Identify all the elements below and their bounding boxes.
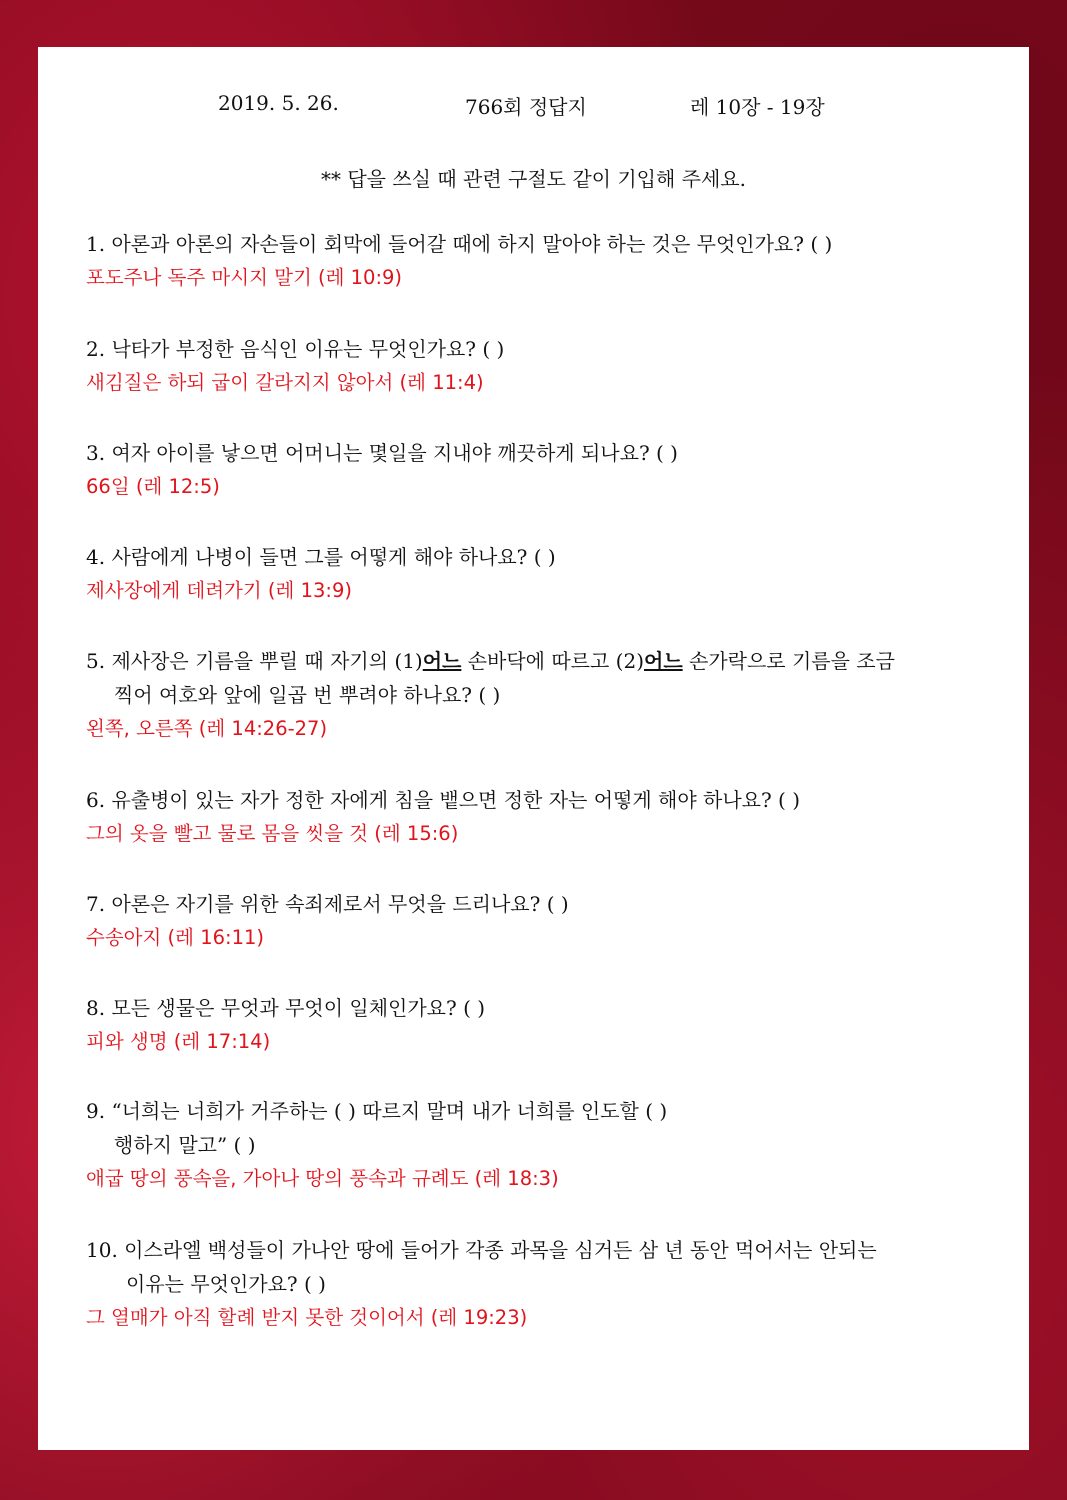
answer-text: 제사장에게 데려가기 (레 13:9) [86, 579, 352, 602]
answer-text: 수송아지 (레 16:11) [86, 926, 264, 949]
answer-text: 66일 (레 12:5) [86, 475, 220, 498]
question-text: 7. 아론은 자기를 위한 속죄제로서 무엇을 드리나요? ( ) [86, 892, 569, 916]
answer-text: 그 열매가 아직 할례 받지 못한 것이어서 (레 19:23) [86, 1306, 528, 1329]
answer-text: 포도주나 독주 마시지 말기 (레 10:9) [86, 266, 403, 289]
question-text: 2. 낙타가 부정한 음식인 이유는 무엇인가요? ( ) [86, 337, 505, 361]
header-date: 2019. 5. 26. [218, 91, 339, 115]
question-item-2 [86, 332, 983, 400]
question-item-10 [86, 1233, 983, 1335]
answer-text: 새김질은 하되 굽이 갈라지지 않아서 (레 11:4) [86, 371, 484, 394]
question-item-4 [86, 540, 983, 608]
question-text-continued [86, 678, 983, 712]
header-range: 레 10장 - 19장 [690, 95, 825, 119]
question-text-part: 이유는 무엇인가요? ( ) [126, 1272, 326, 1296]
question-text-part: 손바닥에 따르고 (2) [461, 649, 645, 673]
answer-text: 애굽 땅의 풍속을, 가아나 땅의 풍속과 규례도 (레 18:3) [86, 1167, 559, 1190]
question-item-8 [86, 991, 983, 1059]
question-item-1 [86, 227, 983, 295]
question-text-part: 5. 제사장은 기름을 뿌릴 때 자기의 (1) [86, 649, 423, 673]
underlined-word: 어느 [644, 649, 683, 673]
question-text: 9. “너희는 너희가 거주하는 ( ) 따르지 말며 내가 너희를 인도할 ( ) [86, 1099, 668, 1123]
question-item-5 [86, 644, 983, 746]
question-item-6 [86, 783, 983, 851]
question-text: 4. 사람에게 나병이 들면 그를 어떻게 해야 하나요? ( ) [86, 545, 556, 569]
question-text: 3. 여자 아이를 낳으면 어머니는 몇일을 지내야 깨끗하게 되나요? ( ) [86, 441, 678, 465]
question-text-part: 행하지 말고” ( ) [114, 1133, 256, 1157]
question-text [86, 644, 983, 678]
answer-text: 왼쪽, 오른쪽 (레 14:26-27) [86, 717, 328, 740]
instruction-note: ** 답을 쓰실 때 관련 구절도 같이 기입해 주세요. [321, 167, 746, 191]
header-title: 766회 정답지 [465, 95, 587, 119]
question-item-7 [86, 887, 983, 955]
answer-text: 피와 생명 (레 17:14) [86, 1030, 271, 1053]
question-text-part: 찍어 여호와 앞에 일곱 번 뿌려야 하나요? ( ) [114, 683, 501, 707]
question-item-9 [86, 1094, 983, 1196]
answer-text: 그의 옷을 빨고 물로 몸을 씻을 것 (레 15:6) [86, 822, 459, 845]
question-item-3 [86, 436, 983, 504]
header [38, 91, 1029, 119]
question-text-continued [86, 1128, 983, 1162]
question-text: 1. 아론과 아론의 자손들이 회막에 들어갈 때에 하지 말아야 하는 것은 무엇인가요? ( ) [86, 232, 833, 256]
question-text: 6. 유출병이 있는 자가 정한 자에게 침을 뱉으면 정한 자는 어떻게 해야 하나요? ( ) [86, 788, 801, 812]
underlined-word: 어느 [422, 649, 462, 673]
question-text-continued [86, 1267, 983, 1301]
answer-sheet [38, 47, 1029, 1450]
question-text: 8. 모든 생물은 무엇과 무엇이 일체인가요? ( ) [86, 996, 486, 1020]
question-text: 10. 이스라엘 백성들이 가나안 땅에 들어가 각종 과목을 심거든 삼 년 동안 먹어서는 안되는 [86, 1238, 877, 1262]
question-text-part: 손가락으로 기름을 조금 [682, 649, 895, 673]
